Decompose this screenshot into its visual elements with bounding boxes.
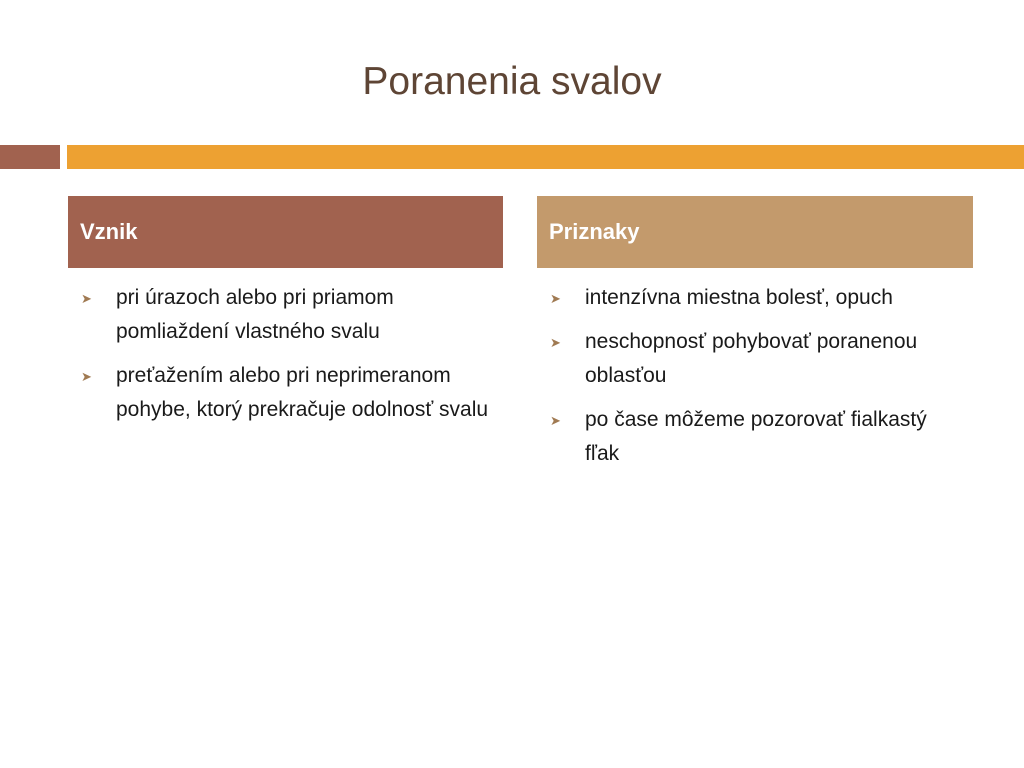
left-column-header-label: Vznik	[80, 219, 138, 244]
accent-bar-right	[67, 145, 1024, 169]
right-column-header-label: Priznaky	[549, 219, 640, 244]
accent-bar-left	[0, 145, 60, 169]
left-column-header	[68, 196, 503, 268]
arrowhead-bullet-icon: ➤	[81, 291, 92, 306]
list-item-text: pri úrazoch alebo pri priamom pomliaždení vlastného svalu	[116, 286, 394, 343]
left-column-list	[76, 281, 496, 437]
arrowhead-bullet-icon: ➤	[81, 369, 92, 384]
list-item	[545, 403, 965, 471]
right-column-list	[545, 281, 965, 481]
arrowhead-bullet-icon: ➤	[550, 291, 561, 306]
right-column-header	[537, 196, 973, 268]
list-item-text: neschopnosť pohybovať poranenou oblasťou	[585, 330, 918, 387]
list-item	[76, 281, 496, 349]
list-item	[76, 359, 496, 427]
list-item	[545, 325, 965, 393]
slide-title: Poranenia svalov	[362, 60, 662, 103]
arrowhead-bullet-icon: ➤	[550, 335, 561, 350]
list-item-text: intenzívna miestna bolesť, opuch	[585, 286, 893, 309]
list-item-text: preťažením alebo pri neprimeranom pohybe, ktorý prekračuje odolnosť svalu	[116, 364, 489, 421]
list-item	[545, 281, 965, 315]
list-item-text: po čase môžeme pozorovať fialkastý fľak	[585, 408, 927, 465]
arrowhead-bullet-icon: ➤	[550, 413, 561, 428]
